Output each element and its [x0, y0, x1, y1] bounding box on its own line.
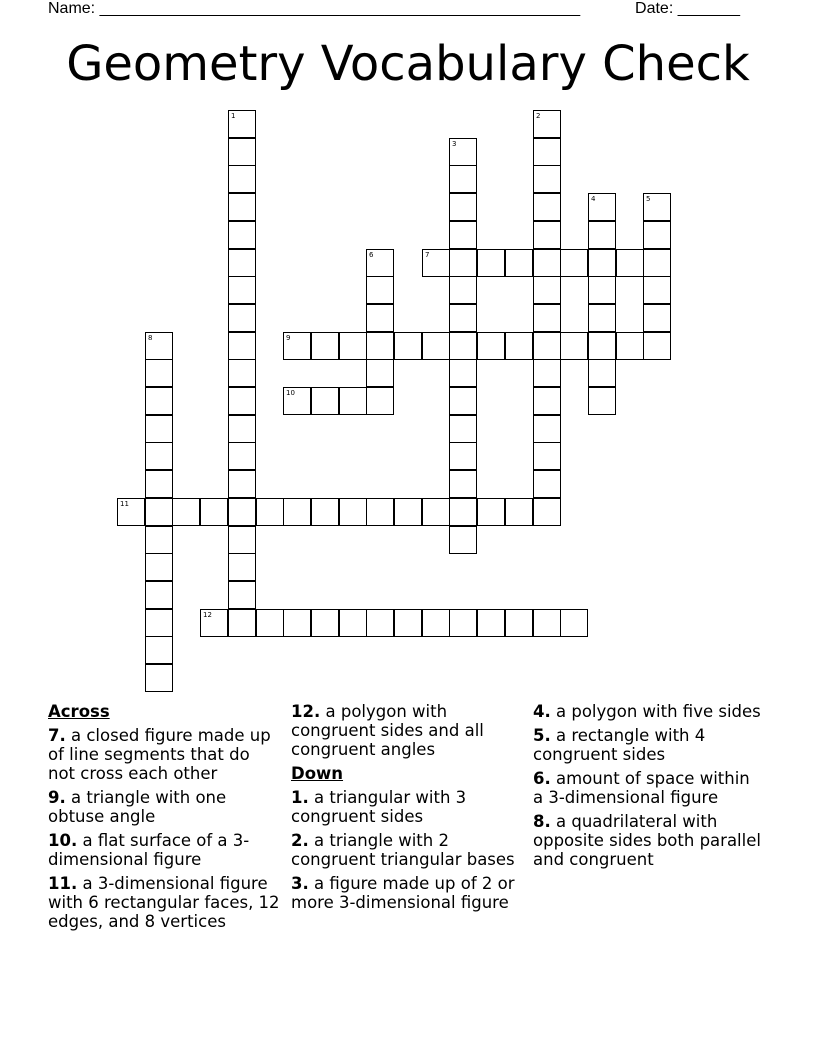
grid-cell[interactable] — [643, 193, 671, 221]
clue-down-6 — [533, 769, 765, 807]
grid-cell[interactable] — [533, 359, 561, 387]
clue-down-4 — [533, 702, 765, 721]
grid-cell[interactable] — [228, 304, 256, 332]
clue-number: 6. — [533, 769, 551, 788]
grid-cell[interactable] — [394, 609, 422, 637]
clue-down-5 — [533, 726, 765, 764]
clue-text: a closed figure made up of line segments that do not cross each other — [48, 726, 271, 783]
grid-cell[interactable] — [145, 415, 173, 443]
clue-number: 9. — [48, 788, 66, 807]
grid-cell[interactable] — [228, 249, 256, 277]
grid-cell[interactable] — [449, 415, 477, 443]
grid-cell[interactable] — [228, 609, 256, 637]
grid-cell[interactable] — [311, 387, 339, 415]
cell-number: 4 — [591, 195, 596, 203]
clue-text: a quadrilateral with opposite sides both parallel and congruent — [533, 812, 761, 869]
clue-text: a polygon with congruent sides and all congruent angles — [291, 702, 484, 759]
clues-column-2 — [291, 702, 523, 917]
grid-cell[interactable] — [283, 498, 311, 526]
grid-cell[interactable] — [505, 332, 533, 360]
grid-cell[interactable] — [449, 221, 477, 249]
cell-number: 12 — [203, 611, 212, 619]
grid-cell[interactable] — [449, 609, 477, 637]
grid-cell[interactable] — [366, 359, 394, 387]
cell-number: 10 — [286, 389, 295, 397]
grid-cell[interactable] — [449, 387, 477, 415]
grid-cell[interactable] — [505, 498, 533, 526]
grid-cell[interactable] — [588, 304, 616, 332]
clue-down-2 — [291, 831, 523, 869]
grid-cell[interactable] — [533, 110, 561, 138]
grid-cell[interactable] — [422, 498, 450, 526]
grid-cell[interactable] — [228, 387, 256, 415]
clue-down-3 — [291, 874, 523, 912]
clue-text: a figure made up of 2 or more 3-dimensional figure — [291, 874, 515, 912]
cell-number: 8 — [148, 334, 153, 342]
grid-cell[interactable] — [366, 609, 394, 637]
grid-cell[interactable] — [449, 249, 477, 277]
grid-cell[interactable] — [533, 332, 561, 360]
grid-cell[interactable] — [588, 359, 616, 387]
clue-number: 8. — [533, 812, 551, 831]
grid-cell[interactable] — [366, 387, 394, 415]
grid-cell[interactable] — [533, 138, 561, 166]
clue-number: 3. — [291, 874, 309, 893]
grid-cell[interactable] — [145, 553, 173, 581]
grid-cell[interactable] — [228, 110, 256, 138]
grid-cell[interactable] — [588, 249, 616, 277]
grid-cell[interactable] — [588, 387, 616, 415]
grid-cell[interactable] — [477, 249, 505, 277]
grid-cell[interactable] — [588, 193, 616, 221]
grid-cell[interactable] — [145, 609, 173, 637]
cell-number: 5 — [646, 195, 651, 203]
cell-number: 1 — [231, 112, 236, 120]
grid-cell[interactable] — [283, 609, 311, 637]
grid-cell[interactable] — [588, 221, 616, 249]
grid-cell[interactable] — [588, 276, 616, 304]
grid-cell[interactable] — [172, 498, 200, 526]
grid-cell[interactable] — [533, 193, 561, 221]
grid-cell[interactable] — [533, 415, 561, 443]
grid-cell[interactable] — [228, 359, 256, 387]
down-heading: Down — [291, 764, 344, 783]
grid-cell[interactable] — [449, 304, 477, 332]
grid-cell[interactable] — [228, 332, 256, 360]
grid-cell[interactable] — [422, 609, 450, 637]
grid-cell[interactable] — [228, 193, 256, 221]
grid-cell[interactable] — [560, 249, 588, 277]
grid-cell[interactable] — [311, 498, 339, 526]
grid-cell[interactable] — [477, 609, 505, 637]
grid-cell[interactable] — [366, 498, 394, 526]
cell-number: 11 — [120, 500, 129, 508]
cell-number: 2 — [536, 112, 541, 120]
grid-cell[interactable] — [200, 498, 228, 526]
clue-across-7 — [48, 726, 280, 783]
clue-text: a triangular with 3 congruent sides — [291, 788, 467, 826]
grid-cell[interactable] — [366, 249, 394, 277]
grid-cell[interactable] — [449, 332, 477, 360]
clue-text: amount of space within a 3-dimensional figure — [533, 769, 750, 807]
clue-number: 4. — [533, 702, 551, 721]
grid-cell[interactable] — [449, 498, 477, 526]
grid-cell[interactable] — [228, 526, 256, 554]
clues-column-1 — [48, 702, 280, 936]
grid-cell[interactable] — [339, 332, 367, 360]
grid-cell[interactable] — [145, 636, 173, 664]
grid-cell[interactable] — [616, 332, 644, 360]
grid-cell[interactable] — [145, 442, 173, 470]
grid-cell[interactable] — [643, 332, 671, 360]
grid-cell[interactable] — [200, 609, 228, 637]
clue-across-9 — [48, 788, 280, 826]
grid-cell[interactable] — [533, 221, 561, 249]
grid-cell[interactable] — [505, 249, 533, 277]
clue-text: a 3-dimensional figure with 6 rectangular faces, 12 edges, and 8 vertices — [48, 874, 280, 931]
grid-cell[interactable] — [449, 442, 477, 470]
grid-cell[interactable] — [339, 609, 367, 637]
grid-cell[interactable] — [228, 581, 256, 609]
clue-number: 7. — [48, 726, 66, 745]
grid-cell[interactable] — [533, 249, 561, 277]
grid-cell[interactable] — [533, 276, 561, 304]
grid-cell[interactable] — [145, 664, 173, 692]
grid-cell[interactable] — [228, 553, 256, 581]
clue-text: a flat surface of a 3-dimensional figure — [48, 831, 250, 869]
grid-cell[interactable] — [449, 193, 477, 221]
grid-cell[interactable] — [117, 498, 145, 526]
grid-cell[interactable] — [311, 332, 339, 360]
grid-cell[interactable] — [366, 276, 394, 304]
grid-cell[interactable] — [533, 387, 561, 415]
grid-cell[interactable] — [533, 442, 561, 470]
grid-cell[interactable] — [228, 165, 256, 193]
grid-cell[interactable] — [449, 359, 477, 387]
clue-number: 11. — [48, 874, 78, 893]
page-title: Geometry Vocabulary Check — [66, 36, 750, 92]
grid-cell[interactable] — [533, 609, 561, 637]
grid-cell[interactable] — [533, 470, 561, 498]
grid-cell[interactable] — [145, 470, 173, 498]
cell-number: 9 — [286, 334, 291, 342]
grid-cell[interactable] — [643, 221, 671, 249]
grid-cell[interactable] — [228, 415, 256, 443]
grid-cell[interactable] — [394, 332, 422, 360]
clue-across-10 — [48, 831, 280, 869]
grid-cell[interactable] — [145, 332, 173, 360]
grid-cell[interactable] — [339, 498, 367, 526]
grid-cell[interactable] — [283, 387, 311, 415]
clue-down-8 — [533, 812, 765, 869]
grid-cell[interactable] — [145, 387, 173, 415]
grid-cell[interactable] — [643, 276, 671, 304]
clue-number: 12. — [291, 702, 321, 721]
clue-number: 1. — [291, 788, 309, 807]
grid-cell[interactable] — [228, 276, 256, 304]
grid-cell[interactable] — [588, 332, 616, 360]
cell-number: 7 — [425, 251, 430, 259]
cell-number: 6 — [369, 251, 374, 259]
grid-cell[interactable] — [145, 526, 173, 554]
grid-cell[interactable] — [533, 165, 561, 193]
grid-cell[interactable] — [449, 526, 477, 554]
clue-text: a triangle with one obtuse angle — [48, 788, 227, 826]
grid-cell[interactable] — [560, 609, 588, 637]
clue-text: a polygon with five sides — [556, 702, 761, 721]
across-heading: Across — [48, 702, 110, 721]
grid-cell[interactable] — [449, 138, 477, 166]
grid-cell[interactable] — [477, 332, 505, 360]
grid-cell[interactable] — [283, 332, 311, 360]
grid-cell[interactable] — [616, 249, 644, 277]
grid-cell[interactable] — [449, 470, 477, 498]
grid-cell[interactable] — [505, 609, 533, 637]
grid-cell[interactable] — [449, 165, 477, 193]
grid-cell[interactable] — [366, 304, 394, 332]
grid-cell[interactable] — [560, 332, 588, 360]
clue-across-11 — [48, 874, 280, 931]
name-field: Name: ______________________________________________________ — [48, 0, 581, 17]
grid-cell[interactable] — [311, 609, 339, 637]
grid-cell[interactable] — [339, 387, 367, 415]
clue-number: 5. — [533, 726, 551, 745]
grid-cell[interactable] — [366, 332, 394, 360]
grid-cell[interactable] — [145, 359, 173, 387]
grid-cell[interactable] — [228, 138, 256, 166]
clue-across-12 — [291, 702, 523, 759]
grid-cell[interactable] — [422, 332, 450, 360]
grid-cell[interactable] — [643, 304, 671, 332]
clue-text: a triangle with 2 congruent triangular bases — [291, 831, 515, 869]
grid-cell[interactable] — [145, 581, 173, 609]
grid-cell[interactable] — [422, 249, 450, 277]
grid-cell[interactable] — [228, 470, 256, 498]
date-field: Date: _______ — [635, 0, 740, 17]
clue-down-1 — [291, 788, 523, 826]
grid-cell[interactable] — [145, 498, 173, 526]
grid-cell[interactable] — [256, 609, 284, 637]
grid-cell[interactable] — [228, 498, 256, 526]
clues-column-3 — [533, 702, 765, 874]
grid-cell[interactable] — [533, 304, 561, 332]
grid-cell[interactable] — [533, 498, 561, 526]
grid-cell[interactable] — [394, 498, 422, 526]
grid-cell[interactable] — [228, 442, 256, 470]
clue-number: 2. — [291, 831, 309, 850]
clue-number: 10. — [48, 831, 78, 850]
grid-cell[interactable] — [643, 249, 671, 277]
grid-cell[interactable] — [228, 221, 256, 249]
grid-cell[interactable] — [477, 498, 505, 526]
grid-cell[interactable] — [449, 276, 477, 304]
grid-cell[interactable] — [256, 498, 284, 526]
cell-number: 3 — [452, 140, 457, 148]
clue-text: a rectangle with 4 congruent sides — [533, 726, 706, 764]
